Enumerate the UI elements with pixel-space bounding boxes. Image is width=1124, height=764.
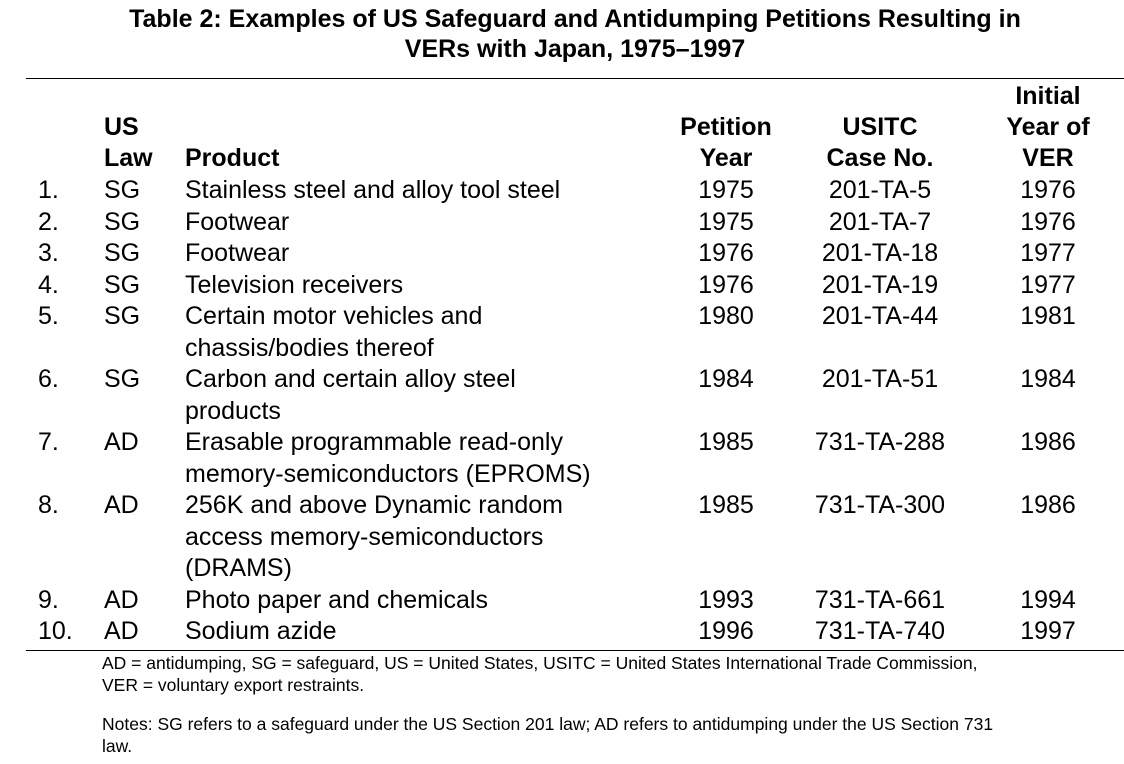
row-petition-year: 1985 xyxy=(698,428,754,456)
row-number: 9. xyxy=(38,585,59,614)
row-product-line: products xyxy=(185,396,281,425)
row-petition-year: 1993 xyxy=(698,585,754,614)
header-initial-year-line-2: Year of xyxy=(1006,113,1090,141)
row-product-line: Certain motor vehicles and xyxy=(185,302,483,330)
row-product-line: Erasable programmable read-only xyxy=(185,428,563,456)
row-petition-year: 1976 xyxy=(698,239,754,267)
row-product-line: Photo paper and chemicals xyxy=(185,585,488,614)
row-product-line: access memory-semiconductors xyxy=(185,522,544,551)
row-law: SG xyxy=(104,239,141,267)
table-title-line-1: Table 2: Examples of US Safeguard and Antidumping Petitions Resulting in xyxy=(129,5,1021,33)
row-product xyxy=(185,270,403,302)
row-law: AD xyxy=(104,491,139,519)
row-petition-year: 1984 xyxy=(698,365,754,393)
table-bottom-rule xyxy=(26,650,1124,651)
row-initial-year: 1976 xyxy=(1020,176,1076,204)
row-initial-year: 1976 xyxy=(1020,207,1076,236)
row-number: 3. xyxy=(38,239,59,267)
row-law: SG xyxy=(104,365,141,393)
row-case-no: 201-TA-19 xyxy=(821,270,939,299)
header-initial-year-line-3: VER xyxy=(1022,144,1074,172)
table-top-rule xyxy=(26,78,1124,79)
row-petition-year: 1980 xyxy=(698,302,754,330)
abbreviations-note-line-1: AD = antidumping, SG = safeguard, US = United States, USITC = United States International Trade Commission, xyxy=(102,653,978,673)
row-initial-year: 1977 xyxy=(1020,239,1076,267)
row-product xyxy=(185,364,516,427)
row-law: SG xyxy=(104,176,141,204)
row-initial-year: 1997 xyxy=(1020,617,1076,645)
header-initial-year xyxy=(988,81,1108,174)
row-case-no: 201-TA-18 xyxy=(821,239,939,267)
row-product xyxy=(185,238,289,270)
row-product xyxy=(185,175,560,207)
row-petition-year: 1985 xyxy=(698,491,754,519)
row-product-line: (DRAMS) xyxy=(185,554,292,582)
row-case-no: 201-TA-5 xyxy=(828,176,932,204)
row-product-line: Sodium azide xyxy=(185,617,337,645)
row-product-line: Footwear xyxy=(185,239,290,267)
header-us-law-line-1: US xyxy=(104,113,139,141)
row-product xyxy=(185,585,488,617)
row-initial-year: 1986 xyxy=(1020,491,1076,519)
row-product-line: Stainless steel and alloy tool steel xyxy=(185,176,561,204)
notes-text-line-2: law. xyxy=(102,736,133,756)
row-case-no: 731-TA-300 xyxy=(814,491,946,519)
row-petition-year: 1996 xyxy=(698,617,754,645)
row-number: 8. xyxy=(38,491,59,519)
header-case-no xyxy=(790,112,970,174)
header-petition-year-line-2: Year xyxy=(699,144,753,172)
row-product-line: Footwear xyxy=(185,207,290,236)
row-case-no: 731-TA-661 xyxy=(814,585,946,614)
row-petition-year: 1975 xyxy=(698,207,754,236)
row-law: AD xyxy=(104,428,139,456)
row-case-no: 201-TA-44 xyxy=(821,302,939,330)
row-product-line: memory-semiconductors (EPROMS) xyxy=(185,459,591,488)
row-number: 7. xyxy=(38,428,59,456)
header-initial-year-line-1: Initial xyxy=(1015,82,1081,110)
row-initial-year: 1986 xyxy=(1020,428,1076,456)
row-number: 1. xyxy=(38,176,59,204)
row-petition-year: 1975 xyxy=(698,176,754,204)
row-case-no: 201-TA-7 xyxy=(828,207,932,236)
row-initial-year: 1984 xyxy=(1020,365,1076,393)
row-product-line: chassis/bodies thereof xyxy=(185,333,434,362)
row-case-no: 731-TA-288 xyxy=(814,428,946,456)
header-us-law-line-2: Law xyxy=(104,144,153,172)
row-number: 6. xyxy=(38,365,59,393)
row-product xyxy=(185,427,591,490)
table-title-line-2: VERs with Japan, 1975–1997 xyxy=(404,35,746,63)
row-law: AD xyxy=(104,585,139,614)
row-initial-year: 1994 xyxy=(1020,585,1076,614)
header-us-law xyxy=(104,112,153,174)
row-law: AD xyxy=(104,617,139,645)
table-title xyxy=(0,4,1124,64)
row-product xyxy=(185,616,336,648)
row-product-line: Carbon and certain alloy steel xyxy=(185,365,516,393)
row-initial-year: 1981 xyxy=(1020,302,1076,330)
row-petition-year: 1976 xyxy=(698,270,754,299)
row-case-no: 731-TA-740 xyxy=(814,617,946,645)
header-petition-year xyxy=(666,112,786,174)
row-number: 4. xyxy=(38,270,59,299)
row-law: SG xyxy=(104,270,141,299)
abbreviations-note-line-2: VER = voluntary export restraints. xyxy=(102,675,365,695)
notes-text xyxy=(102,713,1122,757)
row-product-line: Television receivers xyxy=(185,270,404,299)
header-case-no-line-1: USITC xyxy=(842,113,918,141)
row-initial-year: 1977 xyxy=(1020,270,1076,299)
row-case-no: 201-TA-51 xyxy=(821,365,939,393)
row-product xyxy=(185,207,289,239)
row-law: SG xyxy=(104,207,141,236)
row-product-line: 256K and above Dynamic random xyxy=(185,491,564,519)
header-product: Product xyxy=(185,144,280,172)
notes-text-line-1: Notes: SG refers to a safeguard under the US Section 201 law; AD refers to antidumping under the US Section 731 xyxy=(102,714,994,734)
header-petition-year-line-1: Petition xyxy=(680,113,772,141)
row-product xyxy=(185,301,482,364)
row-law: SG xyxy=(104,302,141,330)
row-number: 10. xyxy=(38,617,73,645)
row-number: 2. xyxy=(38,207,59,236)
row-product xyxy=(185,490,563,585)
abbreviations-note xyxy=(102,652,1122,696)
row-number: 5. xyxy=(38,302,59,330)
header-case-no-line-2: Case No. xyxy=(826,144,934,172)
